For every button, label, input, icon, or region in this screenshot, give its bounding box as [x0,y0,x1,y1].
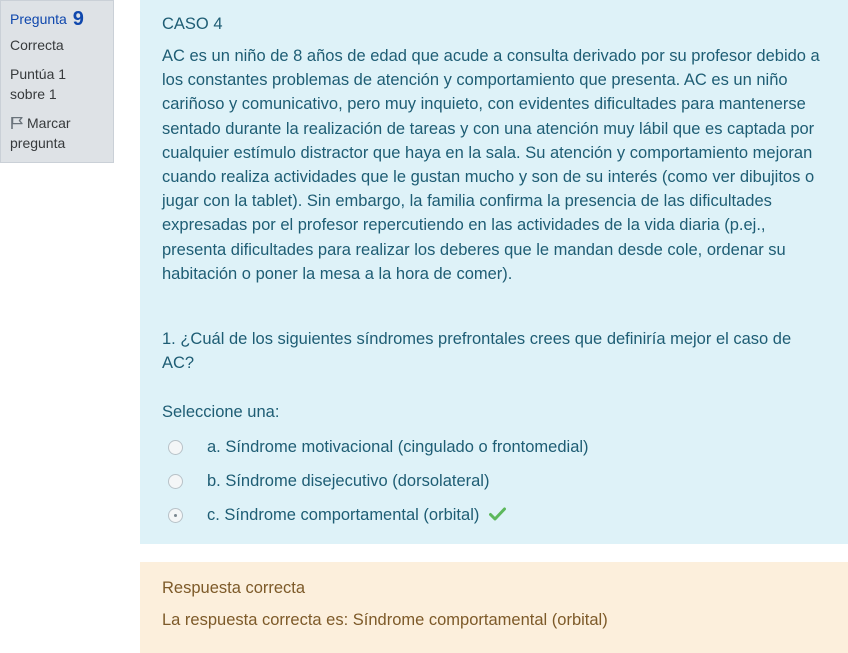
answer-options [162,430,826,532]
correct-answer-text: La respuesta correcta es: Síndrome comportamental (orbital) [162,611,608,629]
question-number: 9 [72,8,84,30]
question-state: Correcta [10,37,64,53]
answer-option-a-label: a. Síndrome motivacional (cingulado o frontomedial) [207,438,589,457]
case-description: AC es un niño de 8 años de edad que acude a consulta derivado por su profesor debido a los constantes problemas de atención y comportamiento que presenta. AC es un niño cariñoso y comunicativo, pero muy inquieto, con evidentes dificultades para mantenerse sentado durante la realización de tareas y con una atención muy lábil que es captada por cualquier estímulo distractor que haya en la sala. Su atención y comportamiento mejoran cuando realiza actividades que le gustan mucho y son de su interés (como ver dibujitos o jugar con la tablet). Sin embargo, la familia confirma la presencia de las dificultades expresadas por el profesor repercutiendo en las actividades de la vida diaria (p.ej., presenta dificultades para realizar los deberes que le mandan desde cole, ordenar su habitación o poner la mesa a la hora de comer). [162,47,820,283]
check-icon [489,507,506,521]
question-info-panel [0,0,114,163]
radio-button-b[interactable] [168,474,183,489]
question-grade: Puntúa 1 sobre 1 [10,66,67,102]
radio-button-a[interactable] [168,440,183,455]
answer-option-c[interactable] [162,498,826,532]
question-text: 1. ¿Cuál de los siguientes síndromes prefrontales crees que definiría mejor el caso de AC? [162,330,792,373]
flag-question-link[interactable] [10,113,104,153]
answer-option-b-label: b. Síndrome disejecutivo (dorsolateral) [207,472,490,491]
answer-option-c-label: c. Síndrome comportamental (orbital) [207,506,480,525]
answer-option-a[interactable] [162,430,826,464]
question-number-heading [10,7,104,30]
flag-question-label: Marcar pregunta [10,115,71,151]
question-formulation [140,0,848,544]
feedback-panel [140,562,848,653]
answer-prompt: Seleccione una: [162,403,280,422]
radio-button-c[interactable] [168,508,183,523]
case-title: CASO 4 [162,15,223,33]
feedback-title: Respuesta correcta [162,579,306,597]
flag-icon [10,116,24,130]
answer-option-b[interactable] [162,464,826,498]
question-label: Pregunta [10,11,67,27]
